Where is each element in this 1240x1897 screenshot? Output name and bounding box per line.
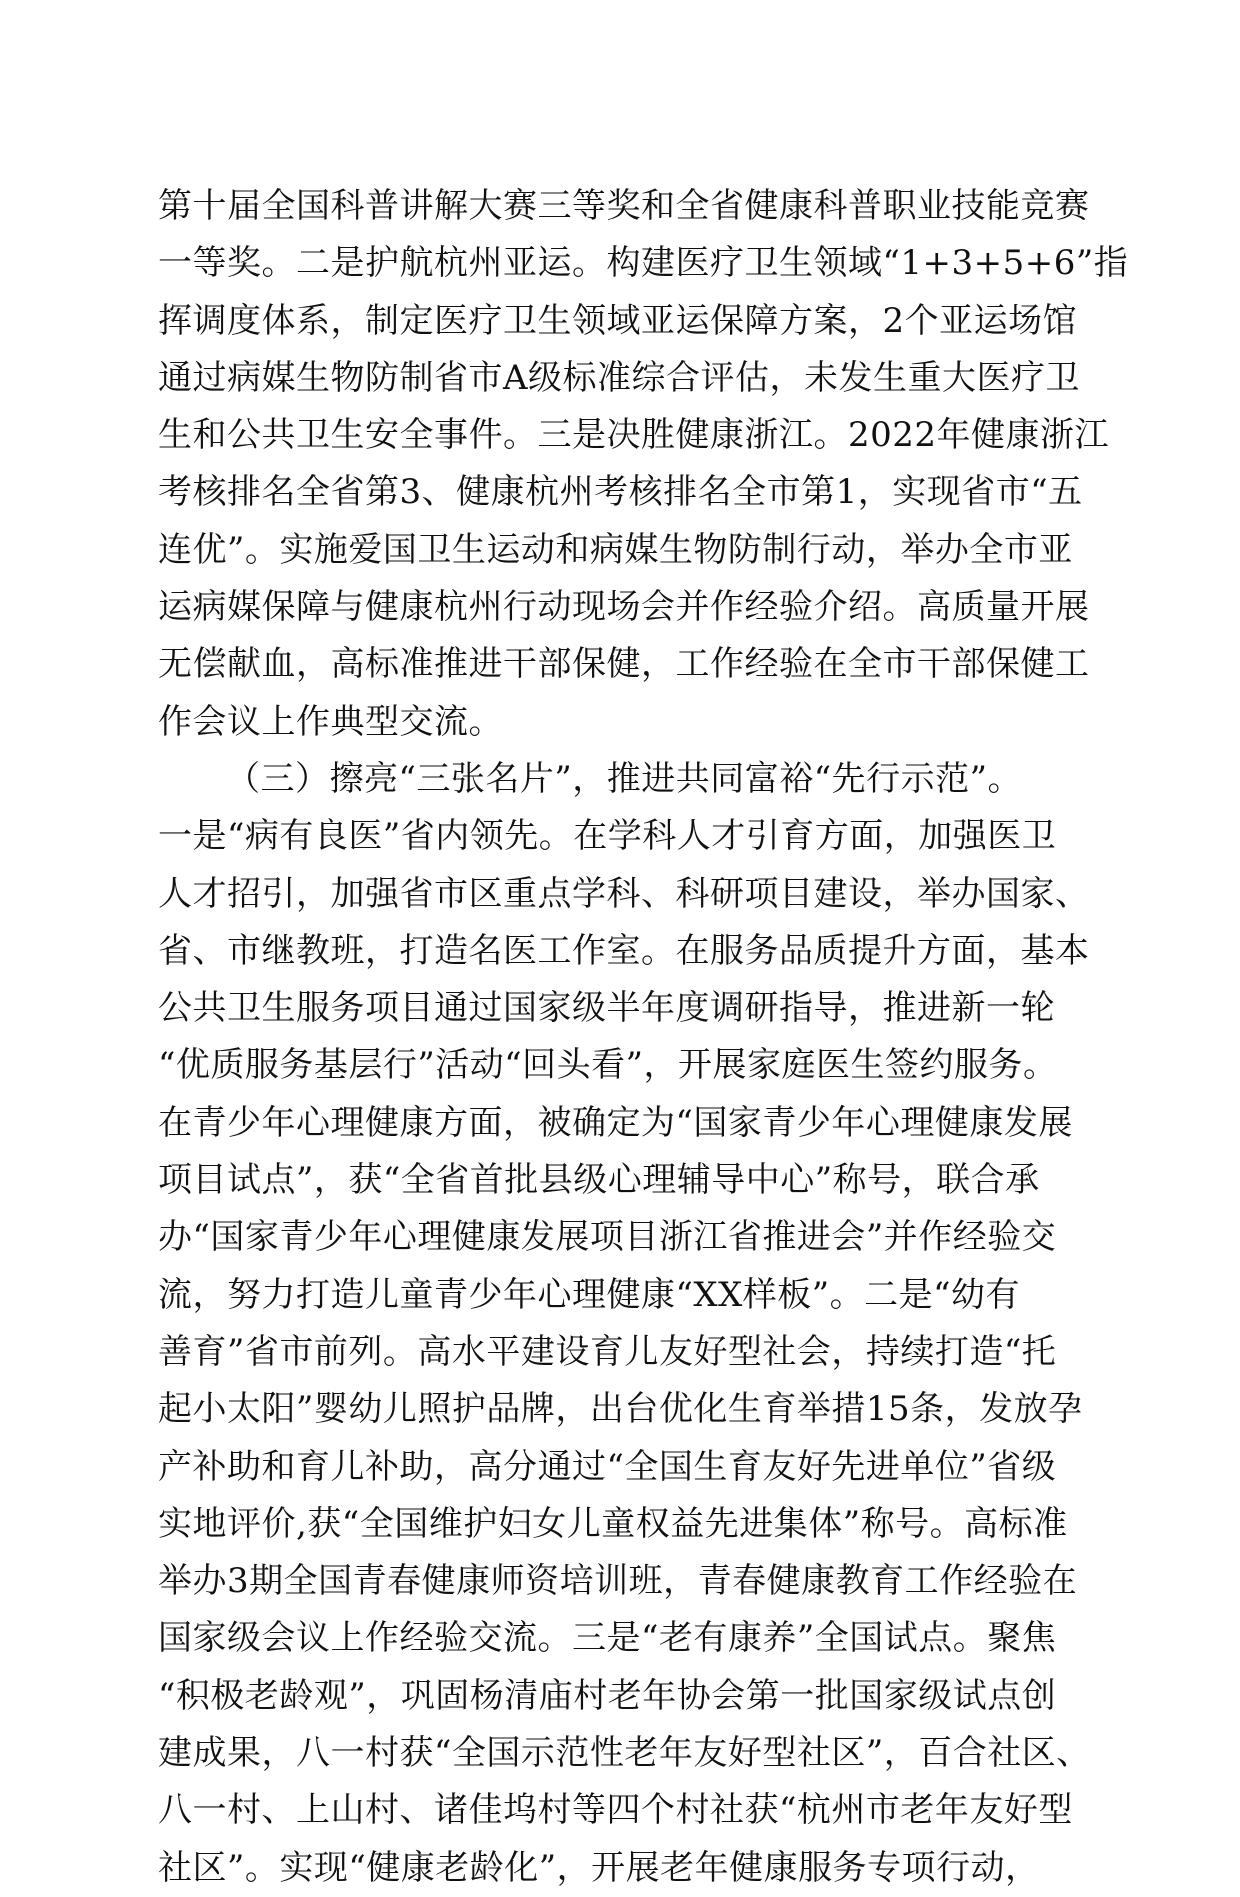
- text-line-25: 举办3期全国青春健康师资培训班，青春健康教育工作经验在: [158, 1561, 1078, 1602]
- text-line-29: 八一村、上山村、诸佳坞村等四个村社获“杭州市老年友好型: [158, 1790, 1073, 1831]
- text-line-14: 省、市继教班，打造名医工作室。在服务品质提升方面，基本: [158, 930, 1090, 971]
- text-line-30: 社区”。实现“健康老龄化”，开展老年健康服务专项行动，: [158, 1847, 1040, 1888]
- text-line-26: 国家级会议上作经验交流。三是“老有康养”全国试点。聚焦: [158, 1618, 1057, 1659]
- section-heading-3: （三）擦亮“三张名片”，推进共同富裕“先行示范”。: [226, 758, 1023, 799]
- text-line-19: 办“国家青少年心理健康发展项目浙江省推进会”并作经验交: [158, 1217, 1057, 1258]
- text-line-20: 流，努力打造儿童青少年心理健康“XX样板”。二是“幼有: [158, 1274, 1021, 1315]
- text-line-24: 实地评价,获“全国维护妇女儿童权益先进集体”称号。高标准: [158, 1503, 1068, 1544]
- text-line-10: 作会议上作典型交流。: [158, 701, 503, 742]
- text-line-7: 连优”。实施爱国卫生运动和病媒生物防制行动，举办全市亚: [158, 529, 1073, 570]
- text-line-9: 无偿献血，高标准推进干部保健，工作经验在全市干部保健工: [158, 644, 1090, 685]
- text-line-23: 产补助和育儿补助，高分通过“全国生育友好先进单位”省级: [158, 1446, 1057, 1487]
- text-line-2: 一等奖。二是护航杭州亚运。构建医疗卫生领域“1+3+5+6”指: [158, 243, 1129, 284]
- text-line-16: “优质服务基层行”活动“回头看”，开展家庭医生签约服务。: [158, 1045, 1058, 1086]
- text-line-21: 善育”省市前列。高水平建设育儿友好型社会，持续打造“托: [158, 1331, 1057, 1372]
- text-line-8: 运病媒保障与健康杭州行动现场会并作经验介绍。高质量开展: [158, 587, 1090, 628]
- text-line-4: 通过病媒生物防制省市A级标准综合评估，未发生重大医疗卫: [158, 357, 1081, 398]
- text-line-28: 建成果，八一村获“全国示范性老年友好型社区”，百合社区、: [158, 1733, 1091, 1774]
- document-body: [158, 178, 1129, 1897]
- text-line-12: 一是“病有良医”省内领先。在学科人才引育方面，加强医卫: [158, 816, 1057, 857]
- text-line-15: 公共卫生服务项目通过国家级半年度调研指导，推进新一轮: [158, 988, 1055, 1029]
- text-line-1: 第十届全国科普讲解大赛三等奖和全省健康科普职业技能竞赛: [158, 186, 1090, 226]
- text-line-18: 项目试点”，获“全省首批县级心理辅导中心”称号，联合承: [158, 1160, 1040, 1201]
- text-line-5: 生和公共卫生安全事件。三是决胜健康浙江。2022年健康浙江: [158, 415, 1110, 456]
- text-line-17: 在青少年心理健康方面，被确定为“国家青少年心理健康发展: [158, 1102, 1073, 1143]
- text-line-13: 人才招引，加强省市区重点学科、科研项目建设，举办国家、: [158, 873, 1090, 914]
- text-line-22: 起小太阳”婴幼儿照护品牌，出台优化生育举措15条，发放孕: [158, 1389, 1083, 1430]
- text-line-3: 挥调度体系，制定医疗卫生领域亚运保障方案，2个亚运场馆: [158, 300, 1078, 341]
- text-line-27: “积极老龄观”，巩固杨清庙村老年协会第一批国家级试点创: [158, 1675, 1057, 1716]
- text-line-6: 考核排名全省第3、健康杭州考核排名全市第1，实现省市“五: [158, 472, 1083, 513]
